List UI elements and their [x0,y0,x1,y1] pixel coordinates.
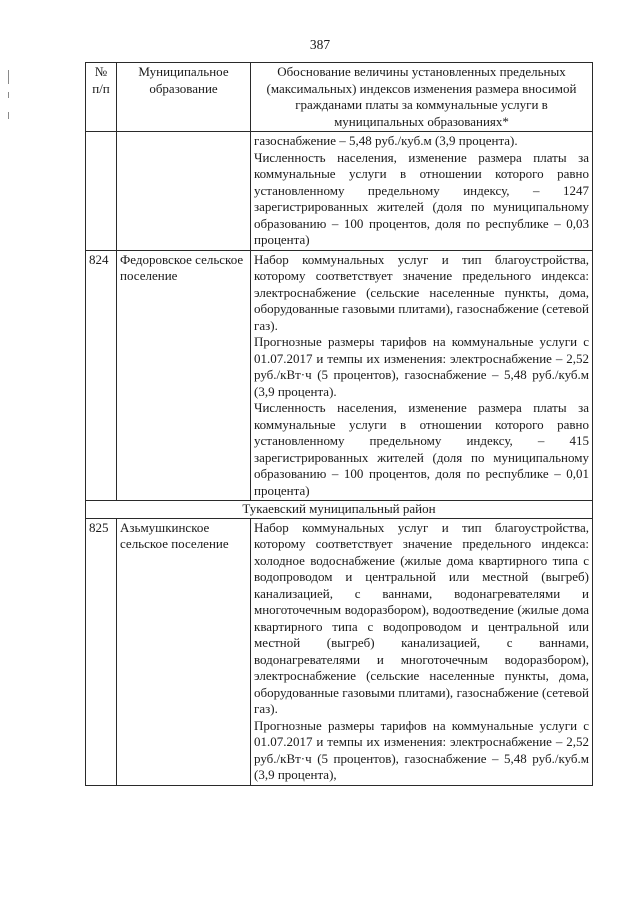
continuation-paragraph: Численность населения, изменение размера платы за коммунальные услуги в отношении которого равно установленному предельному индексу, – 1247 зарегистрированных жителей (доля по муниципальному образованию – 100 процентов, доля по республике – 0,03 процента) [254,149,589,247]
row-number: 825 [86,518,117,785]
header-number: № п/п [86,63,117,132]
continuation-paragraph: газоснабжение – 5,48 руб./куб.м (3,9 процента). [254,133,518,148]
municipality-name: Федоровское сельское поселение [117,250,251,501]
continuation-justification-cell [251,132,593,251]
scan-artifact-mark [8,112,9,119]
district-name: Тукаевский муниципальный район [86,501,593,519]
header-municipality: Муниципальное образование [117,63,251,132]
scan-artifact-mark [8,70,9,84]
continuation-number-cell [86,132,117,251]
municipality-name: Азьмушкинское сельское поселение [117,518,251,785]
justification-paragraph: Прогнозные размеры тарифов на коммунальные услуги с 01.07.2017 и темпы их изменения: электроснабжение – 2,52 руб./кВт·ч (5 процентов), газоснабжение – 5,48 руб./куб.м (3,9 процента). [254,334,589,399]
table-row-825 [86,518,593,785]
header-justification: Обоснование величины установленных предельных (максимальных) индексов изменения размера вносимой гражданами платы за коммунальные услуги в муниципальных образованиях* [251,63,593,132]
page-number: 387 [309,37,331,52]
justification-cell [251,518,593,785]
row-number: 824 [86,250,117,501]
table-row-824 [86,250,593,501]
municipal-tariff-table [85,62,593,786]
scan-artifact-mark [8,92,9,98]
table-header-row [86,63,593,132]
justification-cell [251,250,593,501]
continuation-row [86,132,593,251]
justification-paragraph: Численность населения, изменение размера платы за коммунальные услуги в отношении которого равно установленному предельному индексу, – 415 зарегистрированных жителей (доля по муниципальному образованию – 100 процентов, доля по республике – 0,01 процента) [254,400,589,498]
justification-paragraph: Прогнозные размеры тарифов на коммунальные услуги с 01.07.2017 и темпы их изменения: электроснабжение – 2,52 руб./кВт·ч (5 процентов), газоснабжение – 5,48 руб./куб.м (3,9 процента), [254,717,589,782]
justification-paragraph: Набор коммунальных услуг и тип благоустройства, которому соответствует значение предельного индекса: холодное водоснабжение (жилые дома квартирного типа с водопроводом и центральной или местной (выгреб) канализацией, с ваннами, водонагревателями и многоточечным водоразбором), водоотведение (жилые дома квартирного типа с водопроводом и центральной или местной (выгреб) канализацией, с ваннами, водонагревателями и многоточечным водоразбором), электроснабжение (сельские населенные пункты, дома, оборудованные газовыми плитами), газоснабжение (сетевой газ). [254,519,589,716]
district-row [86,501,593,519]
continuation-municipality-cell [117,132,251,251]
justification-paragraph: Набор коммунальных услуг и тип благоустройства, которому соответствует значение предельного индекса: электроснабжение (сельские населенные пункты, дома, оборудованные газовыми плитами), газоснабжение (сетевой газ). [254,251,589,333]
